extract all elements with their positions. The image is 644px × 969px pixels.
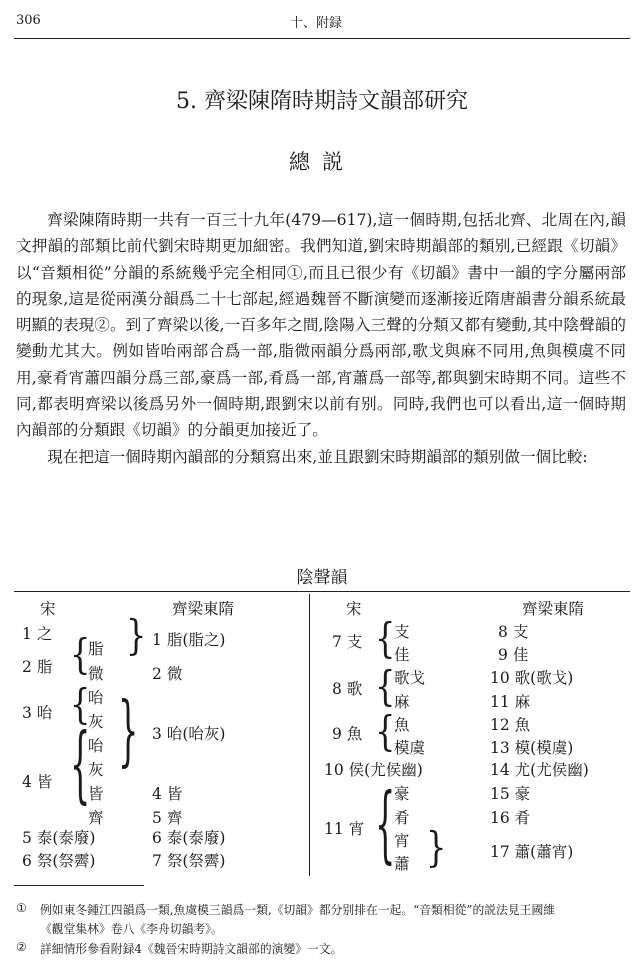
qiliang-entry: 16 肴: [490, 809, 531, 827]
qiliang-entry: 17 蕭(蕭宵): [490, 843, 574, 861]
rhyme-word: 模虞: [394, 739, 426, 757]
song-entry: 1 之: [22, 625, 53, 643]
left-brace: {: [70, 679, 91, 729]
right-brace: }: [426, 822, 447, 872]
rhyme-word: 麻: [394, 693, 410, 711]
footnote-text: 《觀堂集林》卷八《李舟切韻考》。: [40, 922, 223, 936]
song-entry: 11 宵: [324, 820, 365, 838]
rhyme-word: 微: [88, 665, 104, 683]
rhyme-word: 灰: [88, 761, 104, 779]
qiliang-entry: 12 魚: [490, 716, 531, 734]
table-title: 陰聲韻: [296, 568, 348, 588]
qiliang-entry: 8 支: [498, 623, 529, 641]
qiliang-entry: 6 泰(泰廢): [152, 829, 226, 847]
rhyme-word: 豪: [394, 785, 410, 803]
rhyme-word: 歌戈: [394, 669, 426, 687]
rhyme-word: 支: [394, 623, 410, 641]
song-entry: 7 支: [332, 633, 363, 651]
rhyme-word: 咍: [88, 737, 104, 755]
song-entry: 4 皆: [22, 773, 53, 791]
left-brace: {: [375, 774, 396, 874]
footnote-text: 例如東冬鍾江四韻爲一類,魚虞模三韻爲一類,《切韻》都分别排在一起。“音類相從”的説法見王國維: [40, 903, 556, 917]
qiliang-entry: 15 豪: [490, 785, 531, 803]
running-title: 十、附録: [290, 16, 343, 31]
footnote-text: 詳細情形參看附録4《魏晉宋時期詩文韻部的演變》一文。: [40, 942, 343, 956]
rhyme-word: 肴: [394, 809, 410, 827]
song-entry: 9 魚: [332, 725, 363, 743]
left-header-qiliang: 齊梁東隋: [172, 600, 235, 618]
song-entry: 2 脂: [22, 658, 53, 676]
qiliang-entry: 14 尤(尤侯幽): [490, 761, 589, 779]
song-entry: 10 侯(尤侯幽): [324, 761, 423, 779]
rhyme-word: 齊: [88, 809, 104, 827]
right-brace: }: [118, 684, 139, 776]
song-entry: 3 咍: [22, 704, 53, 722]
left-brace: {: [375, 706, 396, 756]
rhyme-word: 灰: [88, 713, 104, 731]
left-brace: {: [70, 714, 91, 814]
left-brace: {: [375, 661, 396, 711]
footnote-mark: ②: [16, 940, 27, 954]
qiliang-entry: 1 脂(脂之): [152, 631, 226, 649]
right-brace: }: [126, 610, 147, 660]
page-title: 5. 齊梁陳隋時期詩文韻部研究: [176, 89, 468, 114]
qiliang-entry: 3 咍(咍灰): [152, 725, 226, 743]
rhyme-word: 脂: [88, 640, 104, 658]
right-header-qiliang: 齊梁東隋: [522, 600, 585, 618]
rhyme-word: 魚: [394, 716, 410, 734]
footnote-rule: [14, 885, 144, 886]
qiliang-entry: 9 佳: [498, 646, 529, 664]
qiliang-entry: 4 皆: [152, 785, 183, 803]
rhyme-word: 皆: [88, 785, 104, 803]
left-brace: {: [375, 613, 396, 663]
qiliang-entry: 13 模(模虞): [490, 739, 574, 757]
left-header-song: 宋: [40, 600, 56, 618]
header-rule: [14, 38, 630, 39]
qiliang-entry: 5 齊: [152, 809, 183, 827]
left-brace: {: [70, 629, 91, 679]
paragraph-1: 齊梁陳隋時期一共有一百三十九年(479—617),這一個時期,包括北齊、北周在內,韻文押韻的部類比前代劉宋時期更加細密。我們知道,劉宋時期韻部的類别,已經跟《切韻》以“音類相從”分韻的系統幾乎完全相同①,而且已很少有《切韻》書中一韻的字分屬兩部的現象,這是從兩漢分韻爲二十七部起,經過魏晉不斷演變而逐漸接近隋唐韻書分韻系統最明顯的表現②。到了齊梁以後,一百多年之間,陰陽入三聲的分類又都有變動,其中陰聲韻的變動尤其大。例如皆咍兩部合爲一部,脂微兩韻分爲兩部,歌戈與麻不同用,魚與模虞不同用,豪肴宵蕭四韻分爲三部,豪爲一部,肴爲一部,宵蕭爲一部等,都與劉宋時期不同。這些不同,都表明齊梁以後爲另外一個時期,跟劉宋以前有别。同時,我們也可以看出,這一個時期內韻部的分類跟《切韻》的分韻更加接近了。: [16, 211, 626, 440]
body-text: [16, 207, 626, 470]
section-subtitle: 總説: [289, 150, 355, 174]
song-entry: 8 歌: [332, 680, 363, 698]
qiliang-entry: 7 祭(祭霽): [152, 852, 226, 870]
table-column-divider: [309, 594, 310, 876]
footnote-mark: ①: [16, 901, 27, 915]
rhyme-word: 蕭: [394, 855, 410, 873]
qiliang-entry: 2 微: [152, 665, 183, 683]
page-number: 306: [16, 13, 41, 28]
song-entry: 5 泰(泰廢): [22, 829, 96, 847]
qiliang-entry: 10 歌(歌戈): [490, 669, 574, 687]
rhyme-word: 佳: [394, 646, 410, 664]
qiliang-entry: 11 麻: [490, 693, 531, 711]
table-top-rule: [14, 591, 630, 592]
paragraph-2: 現在把這一個時期內韻部的分類寫出來,並且跟劉宋時期韻部的類别做一個比較:: [47, 447, 588, 466]
right-header-song: 宋: [346, 600, 362, 618]
song-entry: 6 祭(祭霽): [22, 852, 96, 870]
rhyme-word: 宵: [394, 832, 410, 850]
rhyme-word: 咍: [88, 689, 104, 707]
